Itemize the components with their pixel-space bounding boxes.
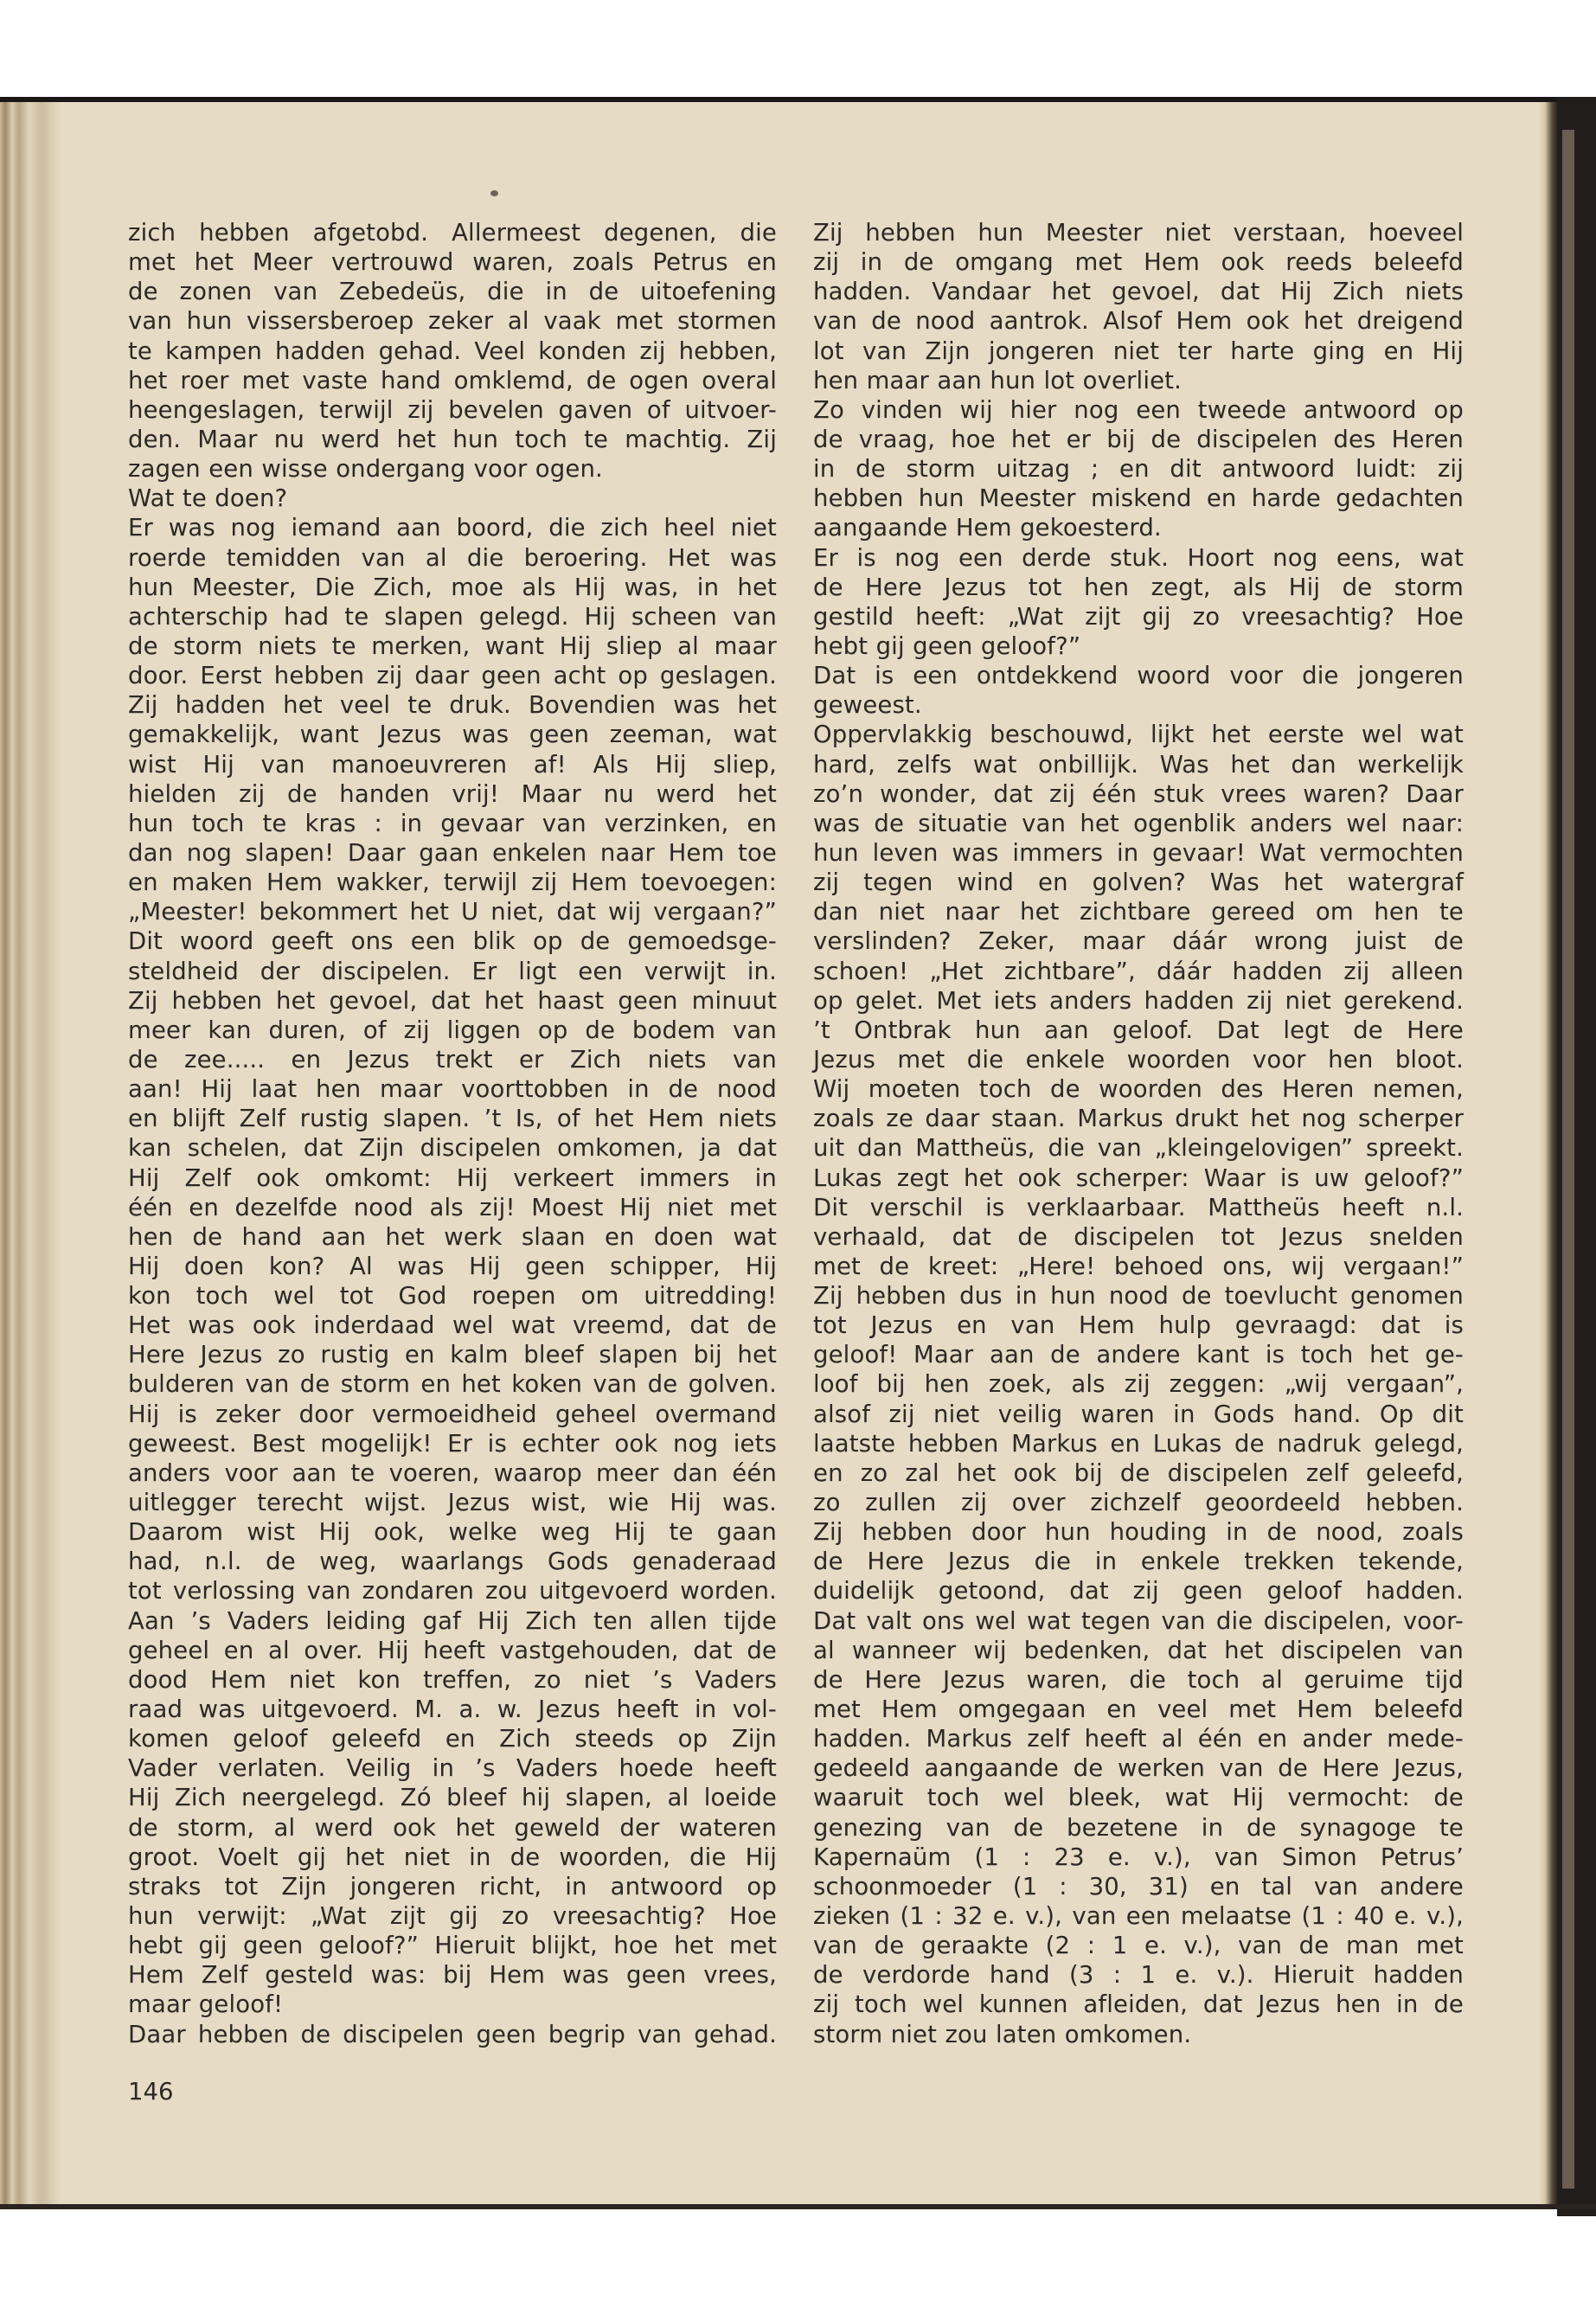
text-line: en maken Hem wakker, terwijl zij Hem toevoegen:: [128, 868, 777, 897]
text-line: was de situatie van het ogenblik anders wel naar:: [813, 809, 1464, 837]
text-line: kan schelen, dat Zijn discipelen omkomen, ja dat: [128, 1134, 777, 1163]
text-line: te kampen hadden gehad. Veel konden zij hebben,: [128, 336, 777, 365]
text-line: genezing van de bezetene in de synagoge te: [813, 1813, 1464, 1842]
text-line: roerde temidden van al die beroering. Het was: [128, 543, 777, 572]
text-line: komen geloof geleefd en Zich steeds op Zijn: [128, 1725, 777, 1753]
text-line: Er was nog iemand aan boord, die zich heel niet: [128, 514, 777, 542]
text-line: zij toch wel kunnen afleiden, dat Jezus hen in de: [813, 1990, 1464, 2019]
text-line: gedeeld aangaande de werken van de Here Jezus,: [813, 1754, 1464, 1783]
text-line: Het was ook inderdaad wel wat vreemd, dat de: [128, 1311, 777, 1340]
text-line: Zo vinden wij hier nog een tweede antwoord op: [813, 395, 1464, 424]
ink-speck: [490, 190, 498, 196]
text-line: Wij moeten toch de woorden des Heren nemen,: [813, 1075, 1464, 1104]
text-line: zoals ze daar staan. Markus drukt het nog scherper: [813, 1105, 1464, 1133]
text-line: wist Hij van manoeuvreren af! Als Hij sliep,: [128, 750, 777, 779]
text-line: bulderen van de storm en het koken van de golven.: [128, 1370, 777, 1399]
text-line: Lukas zegt het ook scherper: Waar is uw geloof?”: [813, 1163, 1464, 1192]
text-line: tot Jezus en van Hem hulp gevraagd: dat is: [813, 1311, 1464, 1340]
text-line: het roer met vaste hand omklemd, de ogen overal: [128, 366, 777, 394]
text-line: had, n.l. de weg, waarlangs Gods genaderaad: [128, 1548, 777, 1576]
text-line: Er is nog een derde stuk. Hoort nog eens, wat: [813, 543, 1464, 572]
right-text-column: [813, 218, 1464, 2049]
text-line: gemakkelijk, want Jezus was geen zeeman, wat: [128, 721, 777, 749]
text-line: Hij is zeker door vermoeidheid geheel overmand: [128, 1400, 777, 1428]
text-line: Aan ’s Vaders leiding gaf Hij Zich ten allen tijde: [128, 1606, 777, 1635]
text-line: raad was uitgevoerd. M. a. w. Jezus heeft in vol-: [128, 1695, 777, 1724]
text-line: dan nog slapen! Daar gaan enkelen naar Hem toe: [128, 838, 777, 867]
text-line: en zo zal het ook bij de discipelen zelf geleefd,: [813, 1458, 1464, 1487]
text-line: Zij hebben het gevoel, dat het haast geen minuut: [128, 986, 777, 1015]
text-line: Zij hebben door hun houding in de nood, zoals: [813, 1518, 1464, 1547]
text-line: Dit woord geeft ons een blik op de gemoedsge-: [128, 927, 777, 956]
text-line: de vraag, hoe het er bij de discipelen des Heren: [813, 425, 1464, 453]
text-line: hun leven was immers in gevaar! Wat vermochten: [813, 838, 1464, 867]
text-line: Kapernaüm (1 : 23 e. v.), van Simon Petrus’: [813, 1843, 1464, 1871]
text-line: zo zullen zij over zichzelf geoordeeld hebben.: [813, 1489, 1464, 1517]
text-line: Oppervlakkig beschouwd, lijkt het eerste wel wat: [813, 721, 1464, 749]
text-line: aangaande Hem gekoesterd.: [813, 514, 1162, 542]
text-line: Hem Zelf gesteld was: bij Hem was geen vrees,: [128, 1961, 777, 1990]
text-line: lot van Zijn jongeren niet ter harte ging en Hij: [813, 336, 1464, 365]
text-line: duidelijk getoond, dat zij geen geloof hadden.: [813, 1577, 1464, 1606]
text-line: Zij hebben dus in hun nood de toevlucht genomen: [813, 1282, 1464, 1311]
text-line: schoen! „Het zichtbare”, dáár hadden zij alleen: [813, 957, 1464, 985]
text-line: groot. Voelt gij het niet in de woorden, die Hij: [128, 1843, 777, 1871]
text-line: van de geraakte (2 : 1 e. v.), van de man met: [813, 1932, 1464, 1960]
text-line: van hun vissersberoep zeker al vaak met stormen: [128, 307, 777, 336]
text-line: Zij hebben hun Meester niet verstaan, hoeveel: [813, 219, 1464, 247]
text-line: Hij doen kon? Al was Hij geen schipper, Hij: [128, 1252, 777, 1280]
text-line: laatste hebben Markus en Lukas de nadruk gelegd,: [813, 1429, 1464, 1458]
left-text-column: [128, 218, 777, 2049]
text-line: tot verlossing van zondaren zou uitgevoerd worden.: [128, 1577, 777, 1606]
text-line: de Here Jezus die in enkele trekken tekende,: [813, 1548, 1464, 1576]
text-line: hen maar aan hun lot overliet.: [813, 366, 1182, 394]
text-line: Daar hebben de discipelen geen begrip van gehad.: [128, 2020, 777, 2048]
text-line: Vader verlaten. Veilig in ’s Vaders hoede heeft: [128, 1754, 777, 1783]
text-line: alsof zij niet veilig waren in Gods hand. Op dit: [813, 1400, 1464, 1428]
text-line: zieken (1 : 32 e. v.), van een melaatse (1 : 40 e. v.),: [813, 1902, 1464, 1931]
text-line: Dat valt ons wel wat tegen van die discipelen, voor-: [813, 1606, 1464, 1635]
text-line: hadden. Vandaar het gevoel, dat Hij Zich niets: [813, 278, 1464, 306]
text-line: dan niet naar het zichtbare gereed om hen te: [813, 898, 1464, 926]
text-line: hebben hun Meester miskend en harde gedachten: [813, 484, 1464, 513]
page-number: 146: [128, 2078, 174, 2106]
text-line: zagen een wisse ondergang voor ogen.: [128, 455, 603, 484]
text-line: dood Hem niet kon treffen, zo niet ’s Vaders: [128, 1665, 777, 1694]
text-line: zich hebben afgetobd. Allermeest degenen, die: [128, 219, 777, 247]
text-line: hard, zelfs wat onbillijk. Was het dan werkelijk: [813, 750, 1464, 779]
text-line: zij in de omgang met Hem ook reeds beleefd: [813, 248, 1464, 277]
next-page-edge: [1562, 130, 1574, 2189]
text-line: op gelet. Met iets anders hadden zij niet gerekend.: [813, 986, 1464, 1015]
text-line: met Hem omgegaan en veel met Hem beleefd: [813, 1695, 1464, 1724]
text-line: zij tegen wind en golven? Was het watergraf: [813, 868, 1464, 897]
text-line: meer kan duren, of zij liggen op de bodem van: [128, 1016, 777, 1044]
text-line: de Here Jezus tot hen zegt, als Hij de storm: [813, 573, 1464, 601]
text-line: hadden. Markus zelf heeft al één en ander mede-: [813, 1725, 1464, 1753]
text-line: hun toch te kras : in gevaar van verzinken, en: [128, 809, 777, 837]
text-line: geweest.: [813, 691, 922, 720]
text-line: Hij Zelf ook omkomt: Hij verkeert immers in: [128, 1163, 777, 1192]
text-line: de Here Jezus waren, die toch al geruime tijd: [813, 1665, 1464, 1694]
text-line: kon toch wel tot God roepen om uitredding!: [128, 1282, 777, 1311]
text-line: Dit verschil is verklaarbaar. Mattheüs heeft n.l.: [813, 1193, 1464, 1221]
text-line: van de nood aantrok. Alsof Hem ook het dreigend: [813, 307, 1464, 336]
text-line: anders voor aan te voeren, waarop meer dan één: [128, 1458, 777, 1487]
text-line: achterschip had te slapen gelegd. Hij scheen van: [128, 602, 777, 631]
text-line: heengeslagen, terwijl zij bevelen gaven of uitvoer-: [128, 395, 777, 424]
text-line: waaruit toch wel bleek, wat Hij vermocht: de: [813, 1784, 1464, 1812]
text-line: aan! Hij laat hen maar voorttobben in de nood: [128, 1075, 777, 1104]
text-line: geweest. Best mogelijk! Er is echter ook nog iets: [128, 1429, 777, 1458]
text-line: verslinden? Zeker, maar dáár wrong juist de: [813, 927, 1464, 956]
text-line: geheel en al over. Hij heeft vastgehouden, dat de: [128, 1636, 777, 1664]
text-line: „Meester! bekommert het U niet, dat wij vergaan?”: [128, 898, 777, 926]
text-line: de storm niets te merken, want Hij sliep al maar: [128, 631, 777, 660]
text-line: zo’n wonder, dat zij één stuk vrees waren? Daar: [813, 779, 1464, 808]
text-line: de verdorde hand (3 : 1 e. v.). Hieruit hadden: [813, 1961, 1464, 1990]
text-line: Zij hadden het veel te druk. Bovendien was het: [128, 691, 777, 720]
text-line: met de kreet: „Here! behoed ons, wij vergaan!”: [813, 1252, 1464, 1280]
text-line: steldheid der discipelen. Er ligt een verwijt in.: [128, 957, 777, 985]
text-line: geloof! Maar aan de andere kant is toch het ge-: [813, 1341, 1464, 1369]
text-line: straks tot Zijn jongeren richt, in antwoord op: [128, 1872, 777, 1900]
text-line: schoonmoeder (1 : 30, 31) en tal van andere: [813, 1872, 1464, 1900]
text-line: loof bij hen zoek, als zij zeggen: „wij vergaan”,: [813, 1370, 1464, 1399]
text-line: den. Maar nu werd het hun toch te machtig. Zij: [128, 425, 777, 453]
text-line: hun verwijt: „Wat zijt gij zo vreesachtig? Hoe: [128, 1902, 777, 1931]
text-line: storm niet zou laten omkomen.: [813, 2020, 1192, 2048]
text-line: de zonen van Zebedeüs, die in de uitoefening: [128, 278, 777, 306]
page-binding-shadow: [0, 102, 61, 2206]
text-line: uit dan Mattheüs, die van „kleingelovigen” spreekt.: [813, 1134, 1464, 1163]
text-line: hebt gij geen geloof?”: [813, 631, 1081, 660]
text-line: één en dezelfde nood als zij! Moest Hij niet met: [128, 1193, 777, 1221]
text-line: hebt gij geen geloof?” Hieruit blijkt, hoe het met: [128, 1932, 777, 1960]
text-line: de zee..... en Jezus trekt er Zich niets van: [128, 1045, 777, 1074]
text-line: door. Eerst hebben zij daar geen acht op geslagen.: [128, 662, 777, 690]
text-line: hen de hand aan het werk slaan en doen wat: [128, 1222, 777, 1251]
text-line: hun Meester, Die Zich, moe als Hij was, in het: [128, 573, 777, 601]
text-line: Jezus met die enkele woorden voor hen bloot.: [813, 1045, 1464, 1074]
text-line: uitlegger terecht wijst. Jezus wist, wie Hij was.: [128, 1489, 777, 1517]
text-line: maar geloof!: [128, 1990, 284, 2019]
text-line: in de storm uitzag ; en dit antwoord luidt: zij: [813, 455, 1464, 484]
text-line: ’t Ontbrak hun aan geloof. Dat legt de Here: [813, 1016, 1464, 1044]
text-line: en blijft Zelf rustig slapen. ’t Is, of het Hem niets: [128, 1105, 777, 1133]
text-line: al wanneer wij bedenken, dat het discipelen van: [813, 1636, 1464, 1664]
page-right-edge: [1538, 102, 1557, 2206]
text-line: Here Jezus zo rustig en kalm bleef slapen bij het: [128, 1341, 777, 1369]
text-line: gestild heeft: „Wat zijt gij zo vreesachtig? Hoe: [813, 602, 1464, 631]
text-line: de storm, al werd ook het geweld der wateren: [128, 1813, 777, 1842]
text-line: Hij Zich neergelegd. Zó bleef hij slapen, al loeide: [128, 1784, 777, 1812]
text-line: met het Meer vertrouwd waren, zoals Petrus en: [128, 248, 777, 277]
text-line: Wat te doen?: [128, 484, 288, 513]
text-line: verhaald, dat de discipelen tot Jezus snelden: [813, 1222, 1464, 1251]
text-line: Dat is een ontdekkend woord voor die jongeren: [813, 662, 1464, 690]
text-line: Daarom wist Hij ook, welke weg Hij te gaan: [128, 1518, 777, 1547]
scan-bottom-edge: [0, 2204, 1596, 2209]
text-line: hielden zij de handen vrij! Maar nu werd het: [128, 779, 777, 808]
